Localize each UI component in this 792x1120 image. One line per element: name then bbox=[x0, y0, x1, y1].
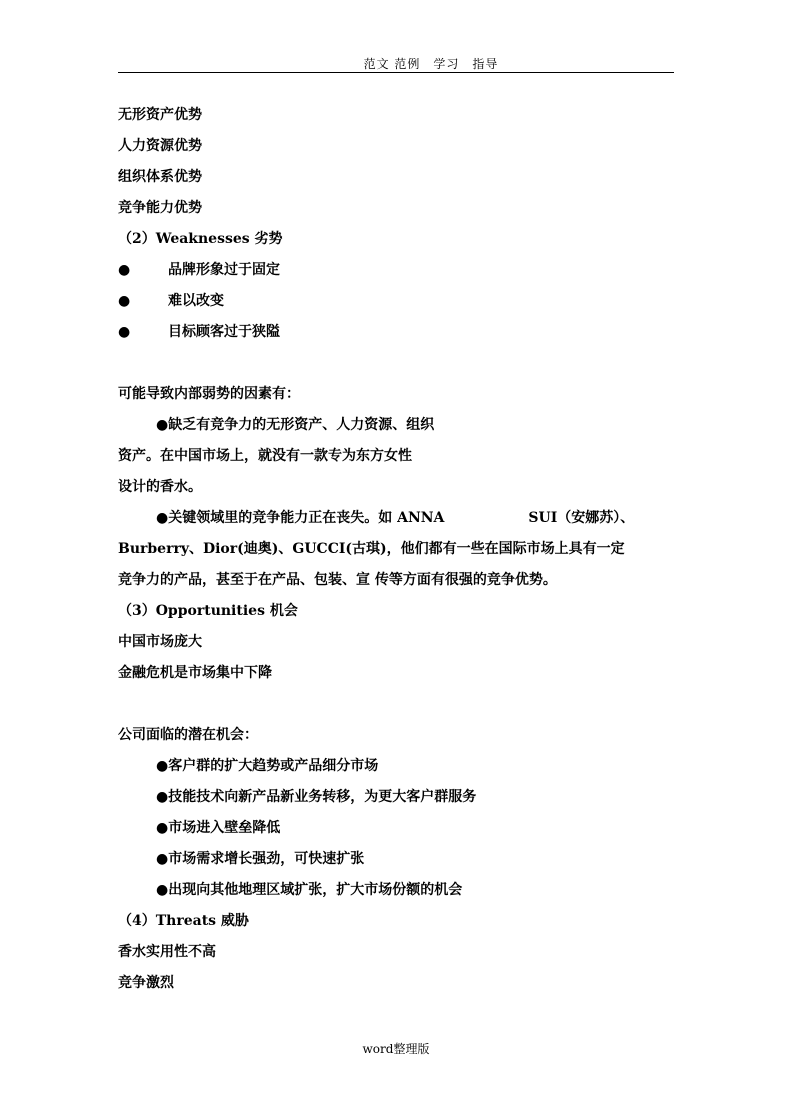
potential-item: ●市场进入壁垒降低 bbox=[156, 820, 281, 836]
internal-para2-line1a: ●关键领域里的竞争能力正在丧失。如 ANNA bbox=[156, 510, 445, 526]
internal-para2-line2: Burberry、Dior(迪奥)、GUCCI(古琪)，他们都有一些在国际市场上具有一定 bbox=[118, 541, 625, 557]
weakness-item bbox=[118, 255, 678, 286]
header-rule bbox=[118, 72, 674, 73]
weakness-item bbox=[118, 286, 678, 317]
internal-heading: 可能导致内部弱势的因素有： bbox=[118, 386, 300, 402]
opportunity-item: 中国市场庞大 bbox=[118, 634, 202, 650]
bullet-icon: ● bbox=[118, 293, 131, 309]
potential-item: ●技能技术向新产品新业务转移，为更大客户群服务 bbox=[156, 789, 477, 805]
internal-para1-line2: 资产。在中国市场上，就没有一款专为东方女性 bbox=[118, 448, 412, 464]
internal-para1-line1: ●缺乏有竞争力的无形资产、人力资源、组织 bbox=[156, 417, 435, 433]
strength-item: 组织体系优势 bbox=[118, 169, 202, 185]
potential-item: ●出现向其他地理区域扩张，扩大市场份额的机会 bbox=[156, 882, 463, 898]
bullet-icon: ● bbox=[118, 324, 131, 340]
internal-para2-line3: 竞争力的产品，甚至于在产品、包装、宣 传等方面有很强的竞争优势。 bbox=[118, 572, 557, 588]
potential-heading: 公司面临的潜在机会： bbox=[118, 727, 258, 743]
page-header bbox=[118, 55, 674, 72]
header-text: 范文 范例 学习 指导 bbox=[363, 57, 499, 71]
spacer bbox=[118, 348, 678, 379]
threat-item: 竞争激烈 bbox=[118, 975, 174, 991]
internal-para1-line3: 设计的香水。 bbox=[118, 479, 202, 495]
weaknesses-heading: （2）Weaknesses 劣势 bbox=[118, 231, 283, 247]
footer-text: word整理版 bbox=[362, 1042, 430, 1056]
opportunity-item: 金融危机是市场集中下降 bbox=[118, 665, 272, 681]
strength-item: 竞争能力优势 bbox=[118, 200, 202, 216]
internal-para2-line1b: SUI（安娜苏）、 bbox=[528, 510, 635, 526]
weakness-text: 品牌形象过于固定 bbox=[168, 262, 280, 278]
strength-item: 无形资产优势 bbox=[118, 107, 202, 123]
potential-item: ●客户群的扩大趋势或产品细分市场 bbox=[156, 758, 379, 774]
strength-item: 人力资源优势 bbox=[118, 138, 202, 154]
weakness-text: 目标顾客过于狭隘 bbox=[168, 324, 280, 340]
document-body bbox=[118, 100, 678, 999]
weakness-text: 难以改变 bbox=[168, 293, 224, 309]
page-footer bbox=[0, 1040, 792, 1057]
bullet-icon: ● bbox=[118, 262, 131, 278]
weakness-item bbox=[118, 317, 678, 348]
spacer bbox=[118, 689, 678, 720]
internal-para2-line1 bbox=[118, 503, 678, 534]
threat-item: 香水实用性不高 bbox=[118, 944, 216, 960]
opportunities-heading: （3）Opportunities 机会 bbox=[118, 603, 298, 619]
threats-heading: （4）Threats 威胁 bbox=[118, 913, 249, 929]
potential-item: ●市场需求增长强劲，可快速扩张 bbox=[156, 851, 365, 867]
